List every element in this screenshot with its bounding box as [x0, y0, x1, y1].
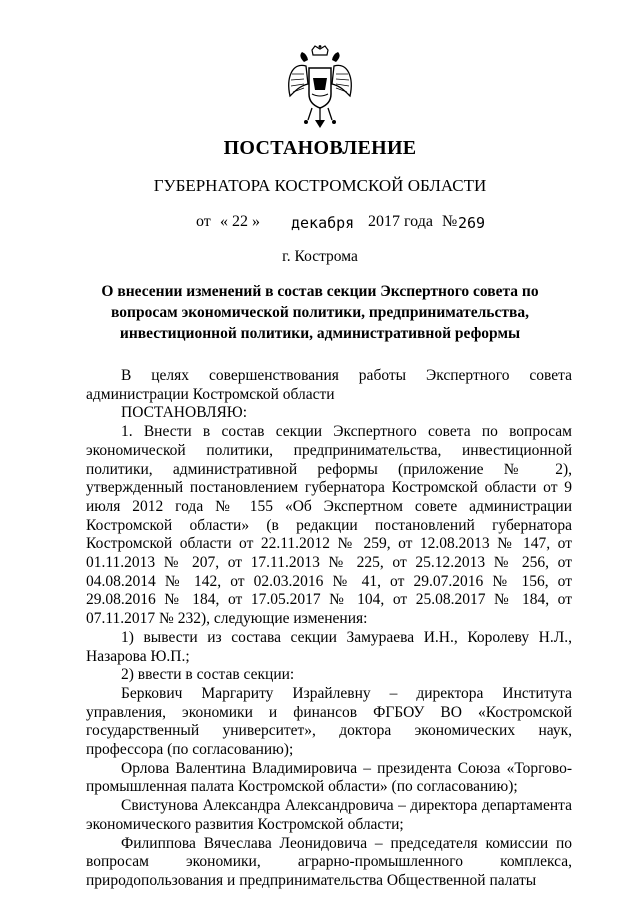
document-issuer: ГУБЕРНАТОРА КОСТРОМСКОЙ ОБЛАСТИ	[153, 176, 487, 195]
number-label: №	[442, 213, 458, 230]
date-day: « 22 »	[220, 213, 260, 230]
paragraph: 1. Внести в состав секции Экспертного совета по вопросам экономической политики, предпринимательства, инвестиционной политики, административной реформы (приложение № 2), утвержденный постановлением губернатора Костромской области от 9 июля 2012 года № 155 «Об Экспертном совете администрации Костромской области» (в редакции постановлений губернатора Костромской области от 22.11.2012 № 259, от 12.08.2013 № 147, от 01.11.2013 № 207, от 17.11.2013 № 225, от 25.12.2013 № 256, от 04.08.2014 № 142, от 02.03.2016 № 41, от 29.07.2016 № 156, от 29.08.2016 № 184, от 17.05.2017 № 104, от 25.08.2017 № 184, от 07.11.2017 № 232), следующие изменения:	[86, 423, 572, 628]
paragraph: Орлова Валентина Владимировича – президента Союза «Торгово-промышленная палата Костромской области» (по согласованию);	[86, 759, 572, 796]
paragraph: Свистунова Александра Александровича – директора департамента экономического развития Костромской области;	[86, 797, 572, 833]
document-heading: О внесении изменений в состав секции Экспертного совета по вопросам экономической политики, предпринимательства, инвестиционной политики, административной реформы	[101, 283, 539, 342]
date-prefix: от	[196, 213, 211, 230]
paragraph: ПОСТАНОВЛЯЮ:	[121, 404, 248, 422]
document-city: г. Кострома	[282, 248, 358, 265]
document-number: 269	[458, 214, 486, 232]
paragraph: 2) ввести в состав секции:	[121, 666, 295, 684]
document-body	[86, 367, 572, 891]
paragraph: Беркович Маргариту Израйлевну – директора Института управления, экономики и финансов ФГБОУ ВО «Костромской государственный университет», доктора экономических наук, профессора (по согласованию);	[86, 684, 572, 759]
document-title: ПОСТАНОВЛЕНИЕ	[223, 137, 417, 159]
coat-of-arms-icon	[282, 44, 358, 130]
date-year: 2017 года	[368, 213, 433, 230]
date-month: декабря	[291, 214, 355, 232]
paragraph: Филиппова Вячеслава Леонидовича – председателя комиссии по вопросам экономики, аграрно-промышленного комплекса, природопользования и предпринимательства Общественной палаты	[86, 834, 572, 889]
paragraph: В целях совершенствования работы Экспертного совета администрации Костромской области	[86, 367, 572, 403]
paragraph: 1) вывести из состава секции Замураева И.Н., Королеву Н.Л., Назарова Ю.П.;	[86, 628, 572, 665]
